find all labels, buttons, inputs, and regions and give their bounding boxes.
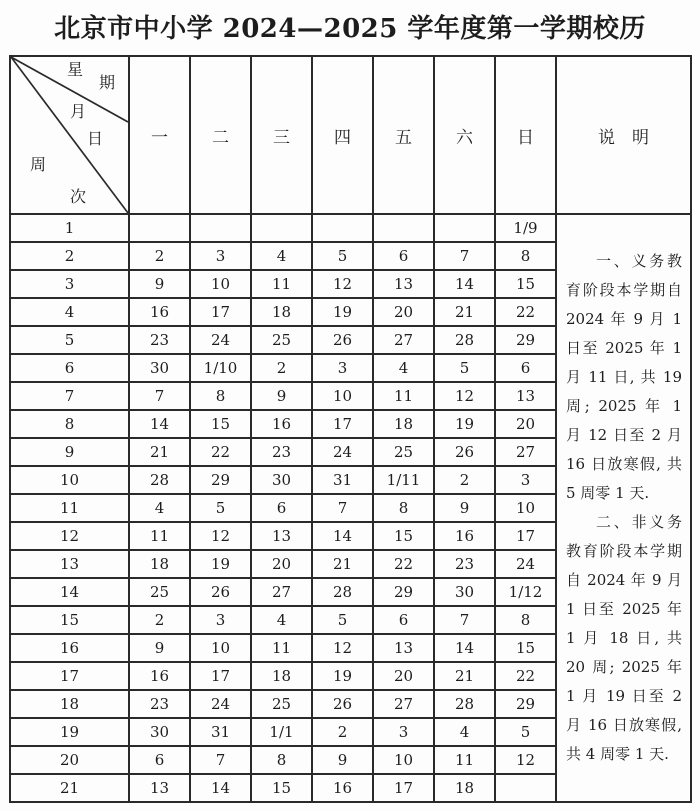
date-cell-w4-d5: 20 xyxy=(374,299,433,325)
date-cell-w11-d2: 5 xyxy=(191,495,250,521)
date-cell-w5-d7: 29 xyxy=(496,327,555,353)
date-cell-w3-d3: 11 xyxy=(252,271,311,297)
date-cell-w5-d2: 24 xyxy=(191,327,250,353)
date-cell-w10-d4: 31 xyxy=(313,467,372,493)
day-header-3: 三 xyxy=(252,57,311,213)
date-cell-w16-d3: 11 xyxy=(252,635,311,661)
date-cell-w9-d2: 22 xyxy=(191,439,250,465)
date-cell-w21-d1: 13 xyxy=(130,775,189,801)
date-cell-w20-d5: 10 xyxy=(374,747,433,773)
date-cell-w13-d7: 24 xyxy=(496,551,555,577)
date-cell-w1-d7: 1/9 xyxy=(496,215,555,241)
date-cell-w9-d3: 23 xyxy=(252,439,311,465)
date-cell-w3-d7: 15 xyxy=(496,271,555,297)
date-cell-w20-d4: 9 xyxy=(313,747,372,773)
date-cell-w18-d5: 27 xyxy=(374,691,433,717)
date-cell-w12-d4: 14 xyxy=(313,523,372,549)
date-cell-w19-d3: 1/1 xyxy=(252,719,311,745)
date-cell-w17-d4: 19 xyxy=(313,663,372,689)
date-cell-w2-d7: 8 xyxy=(496,243,555,269)
date-cell-w1-d2 xyxy=(191,215,250,241)
date-cell-w3-d2: 10 xyxy=(191,271,250,297)
notes-paragraph: 二、非义务教育阶段本学期自 2024 年 9 月 1 日至 2025 年 1 月 18 日, 共 20 周; 2025 年 1 月 19 日至 2 月 16 日放寒假, 共 4 周零 1 天. xyxy=(566,513,682,763)
date-cell-w15-d6: 7 xyxy=(435,607,494,633)
date-cell-w13-d5: 22 xyxy=(374,551,433,577)
date-cell-w15-d4: 5 xyxy=(313,607,372,633)
week-number-6: 6 xyxy=(11,355,128,381)
date-cell-w16-d7: 15 xyxy=(496,635,555,661)
corner-label-week-2: 次 xyxy=(69,187,86,206)
date-cell-w14-d6: 30 xyxy=(435,579,494,605)
date-cell-w10-d6: 2 xyxy=(435,467,494,493)
date-cell-w1-d6 xyxy=(435,215,494,241)
date-cell-w3-d4: 12 xyxy=(313,271,372,297)
date-cell-w19-d2: 31 xyxy=(191,719,250,745)
date-cell-w6-d3: 2 xyxy=(252,355,311,381)
notes-column-header: 说 明 xyxy=(557,57,690,213)
date-cell-w20-d3: 8 xyxy=(252,747,311,773)
date-cell-w4-d7: 22 xyxy=(496,299,555,325)
corner-label-week-1: 周 xyxy=(29,155,46,174)
week-number-18: 18 xyxy=(11,691,128,717)
date-cell-w17-d2: 17 xyxy=(191,663,250,689)
date-cell-w8-d2: 15 xyxy=(191,411,250,437)
date-cell-w14-d2: 26 xyxy=(191,579,250,605)
date-cell-w8-d6: 19 xyxy=(435,411,494,437)
corner-label-month: 月 xyxy=(69,102,86,121)
week-number-12: 12 xyxy=(11,523,128,549)
date-cell-w17-d6: 21 xyxy=(435,663,494,689)
date-cell-w9-d6: 26 xyxy=(435,439,494,465)
date-cell-w12-d6: 16 xyxy=(435,523,494,549)
date-cell-w12-d5: 15 xyxy=(374,523,433,549)
date-cell-w14-d3: 27 xyxy=(252,579,311,605)
date-cell-w16-d4: 12 xyxy=(313,635,372,661)
date-cell-w12-d1: 11 xyxy=(130,523,189,549)
date-cell-w15-d1: 2 xyxy=(130,607,189,633)
date-cell-w15-d3: 4 xyxy=(252,607,311,633)
date-cell-w10-d7: 3 xyxy=(496,467,555,493)
date-cell-w2-d6: 7 xyxy=(435,243,494,269)
week-number-15: 15 xyxy=(11,607,128,633)
date-cell-w18-d4: 26 xyxy=(313,691,372,717)
date-cell-w13-d2: 19 xyxy=(191,551,250,577)
date-cell-w4-d2: 17 xyxy=(191,299,250,325)
date-cell-w18-d3: 25 xyxy=(252,691,311,717)
week-number-20: 20 xyxy=(11,747,128,773)
notes-cell xyxy=(557,215,690,801)
date-cell-w5-d3: 25 xyxy=(252,327,311,353)
week-number-14: 14 xyxy=(11,579,128,605)
date-cell-w8-d5: 18 xyxy=(374,411,433,437)
week-number-2: 2 xyxy=(11,243,128,269)
date-cell-w6-d7: 6 xyxy=(496,355,555,381)
date-cell-w19-d1: 30 xyxy=(130,719,189,745)
date-cell-w2-d2: 3 xyxy=(191,243,250,269)
date-cell-w5-d1: 23 xyxy=(130,327,189,353)
date-cell-w7-d4: 10 xyxy=(313,383,372,409)
week-number-17: 17 xyxy=(11,663,128,689)
date-cell-w15-d5: 6 xyxy=(374,607,433,633)
day-header-1: 一 xyxy=(130,57,189,213)
date-cell-w6-d5: 4 xyxy=(374,355,433,381)
date-cell-w11-d6: 9 xyxy=(435,495,494,521)
date-cell-w16-d6: 14 xyxy=(435,635,494,661)
date-cell-w20-d6: 11 xyxy=(435,747,494,773)
date-cell-w8-d3: 16 xyxy=(252,411,311,437)
date-cell-w21-d4: 16 xyxy=(313,775,372,801)
date-cell-w14-d7: 1/12 xyxy=(496,579,555,605)
date-cell-w11-d1: 4 xyxy=(130,495,189,521)
date-cell-w19-d4: 2 xyxy=(313,719,372,745)
date-cell-w19-d7: 5 xyxy=(496,719,555,745)
date-cell-w3-d1: 9 xyxy=(130,271,189,297)
date-cell-w13-d6: 23 xyxy=(435,551,494,577)
date-cell-w7-d5: 11 xyxy=(374,383,433,409)
corner-label-weekday-2: 期 xyxy=(98,73,115,92)
date-cell-w20-d1: 6 xyxy=(130,747,189,773)
week-number-1: 1 xyxy=(11,215,128,241)
date-cell-w4-d6: 21 xyxy=(435,299,494,325)
date-cell-w7-d7: 13 xyxy=(496,383,555,409)
date-cell-w5-d4: 26 xyxy=(313,327,372,353)
day-header-7: 日 xyxy=(496,57,555,213)
date-cell-w5-d5: 27 xyxy=(374,327,433,353)
week-number-4: 4 xyxy=(11,299,128,325)
date-cell-w9-d4: 24 xyxy=(313,439,372,465)
date-cell-w16-d2: 10 xyxy=(191,635,250,661)
date-cell-w5-d6: 28 xyxy=(435,327,494,353)
date-cell-w17-d5: 20 xyxy=(374,663,433,689)
date-cell-w21-d5: 17 xyxy=(374,775,433,801)
day-header-6: 六 xyxy=(435,57,494,213)
date-cell-w15-d7: 8 xyxy=(496,607,555,633)
day-header-5: 五 xyxy=(374,57,433,213)
date-cell-w7-d3: 9 xyxy=(252,383,311,409)
date-cell-w18-d7: 29 xyxy=(496,691,555,717)
date-cell-w6-d2: 1/10 xyxy=(191,355,250,381)
date-cell-w15-d2: 3 xyxy=(191,607,250,633)
date-cell-w11-d4: 7 xyxy=(313,495,372,521)
date-cell-w11-d3: 6 xyxy=(252,495,311,521)
corner-header-cell xyxy=(11,57,128,213)
date-cell-w9-d5: 25 xyxy=(374,439,433,465)
date-cell-w12-d7: 17 xyxy=(496,523,555,549)
date-cell-w6-d1: 30 xyxy=(130,355,189,381)
date-cell-w20-d7: 12 xyxy=(496,747,555,773)
date-cell-w11-d5: 8 xyxy=(374,495,433,521)
date-cell-w1-d3 xyxy=(252,215,311,241)
date-cell-w19-d6: 4 xyxy=(435,719,494,745)
page-title: 北京市中小学 2024—2025 学年度第一学期校历 xyxy=(54,14,646,44)
date-cell-w13-d3: 20 xyxy=(252,551,311,577)
date-cell-w8-d1: 14 xyxy=(130,411,189,437)
date-cell-w16-d1: 9 xyxy=(130,635,189,661)
date-cell-w8-d4: 17 xyxy=(313,411,372,437)
date-cell-w17-d7: 22 xyxy=(496,663,555,689)
date-cell-w12-d3: 13 xyxy=(252,523,311,549)
date-cell-w14-d4: 28 xyxy=(313,579,372,605)
date-cell-w7-d1: 7 xyxy=(130,383,189,409)
week-number-3: 3 xyxy=(11,271,128,297)
day-header-4: 四 xyxy=(313,57,372,213)
date-cell-w9-d1: 21 xyxy=(130,439,189,465)
week-number-10: 10 xyxy=(11,467,128,493)
date-cell-w8-d7: 20 xyxy=(496,411,555,437)
date-cell-w21-d3: 15 xyxy=(252,775,311,801)
week-number-5: 5 xyxy=(11,327,128,353)
date-cell-w7-d2: 8 xyxy=(191,383,250,409)
date-cell-w3-d6: 14 xyxy=(435,271,494,297)
date-cell-w9-d7: 27 xyxy=(496,439,555,465)
date-cell-w10-d1: 28 xyxy=(130,467,189,493)
date-cell-w20-d2: 7 xyxy=(191,747,250,773)
date-cell-w13-d1: 18 xyxy=(130,551,189,577)
week-number-7: 7 xyxy=(11,383,128,409)
date-cell-w14-d1: 25 xyxy=(130,579,189,605)
date-cell-w10-d2: 29 xyxy=(191,467,250,493)
date-cell-w10-d5: 1/11 xyxy=(374,467,433,493)
date-cell-w16-d5: 13 xyxy=(374,635,433,661)
date-cell-w6-d6: 5 xyxy=(435,355,494,381)
date-cell-w6-d4: 3 xyxy=(313,355,372,381)
date-cell-w17-d3: 18 xyxy=(252,663,311,689)
week-number-11: 11 xyxy=(11,495,128,521)
week-number-9: 9 xyxy=(11,439,128,465)
week-number-8: 8 xyxy=(11,411,128,437)
date-cell-w19-d5: 3 xyxy=(374,719,433,745)
week-number-21: 21 xyxy=(11,775,128,801)
week-number-19: 19 xyxy=(11,719,128,745)
week-number-13: 13 xyxy=(11,551,128,577)
corner-label-day: 日 xyxy=(86,129,103,148)
date-cell-w10-d3: 30 xyxy=(252,467,311,493)
date-cell-w14-d5: 29 xyxy=(374,579,433,605)
date-cell-w1-d5 xyxy=(374,215,433,241)
date-cell-w7-d6: 12 xyxy=(435,383,494,409)
week-number-16: 16 xyxy=(11,635,128,661)
date-cell-w4-d4: 19 xyxy=(313,299,372,325)
date-cell-w21-d7 xyxy=(496,775,555,801)
date-cell-w21-d2: 14 xyxy=(191,775,250,801)
date-cell-w18-d1: 23 xyxy=(130,691,189,717)
date-cell-w18-d6: 28 xyxy=(435,691,494,717)
date-cell-w1-d4 xyxy=(313,215,372,241)
date-cell-w18-d2: 24 xyxy=(191,691,250,717)
date-cell-w3-d5: 13 xyxy=(374,271,433,297)
date-cell-w2-d4: 5 xyxy=(313,243,372,269)
date-cell-w4-d3: 18 xyxy=(252,299,311,325)
date-cell-w2-d5: 6 xyxy=(374,243,433,269)
date-cell-w1-d1 xyxy=(130,215,189,241)
date-cell-w17-d1: 16 xyxy=(130,663,189,689)
notes-paragraph: 一、义务教育阶段本学期自 2024 年 9 月 1 日至 2025 年 1 月 11 日, 共 19 周; 2025 年 1 月 12 日至 2 月 16 日放寒假, 共 5 周零 1 天. xyxy=(566,252,682,502)
date-cell-w2-d3: 4 xyxy=(252,243,311,269)
date-cell-w13-d4: 21 xyxy=(313,551,372,577)
corner-label-weekday-1: 星 xyxy=(66,60,83,79)
day-header-2: 二 xyxy=(191,57,250,213)
date-cell-w12-d2: 12 xyxy=(191,523,250,549)
date-cell-w2-d1: 2 xyxy=(130,243,189,269)
calendar-table xyxy=(9,55,692,803)
date-cell-w21-d6: 18 xyxy=(435,775,494,801)
date-cell-w11-d7: 10 xyxy=(496,495,555,521)
date-cell-w4-d1: 16 xyxy=(130,299,189,325)
